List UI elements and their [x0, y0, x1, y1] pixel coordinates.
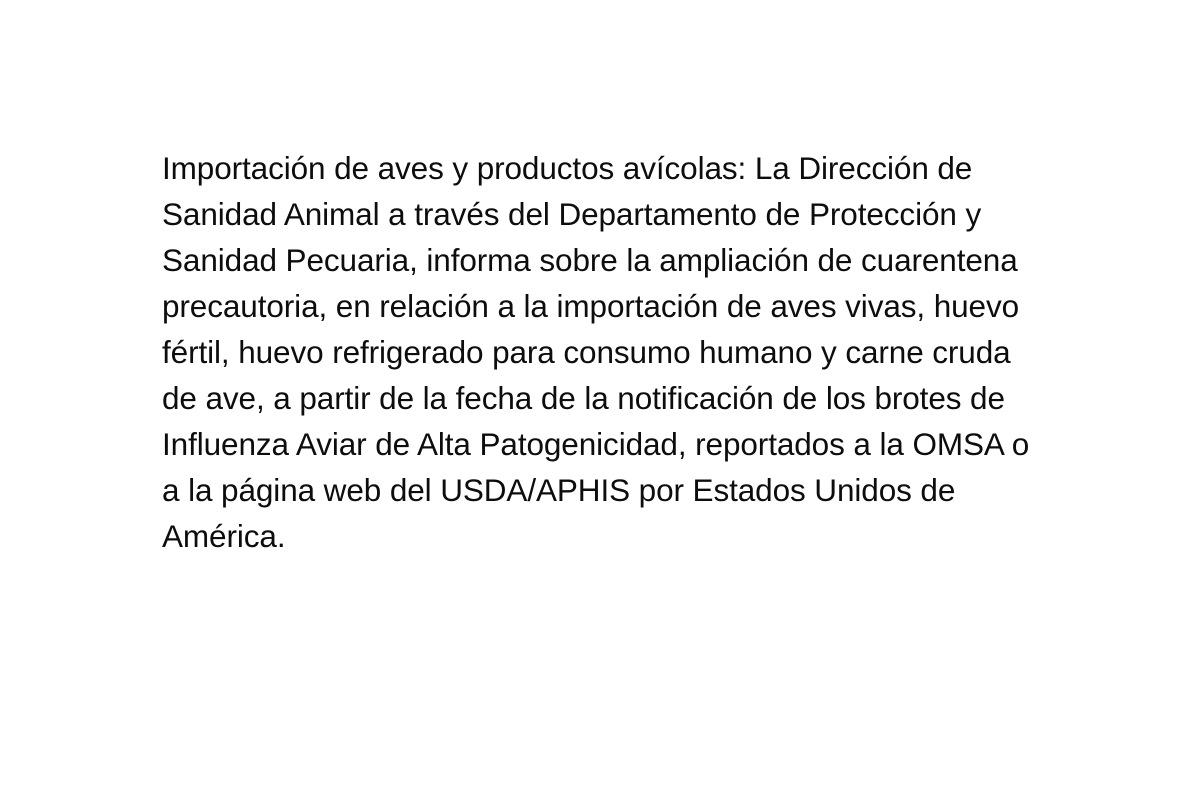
paragraph-body: Importación de aves y productos avícolas: La Dirección de Sanidad Animal a través del Departamento de Protección y Sanidad Pecuaria, informa sobre la ampliación de cuarentena precautoria, en relación a la importación de aves vivas, huevo fértil, huevo refrigerado para consumo humano y carne cruda de ave, a partir de la fecha de la notificación de los brotes de Influenza Aviar de Alta Patogenicidad, reportados a la OMSA o a la página web del USDA/APHIS por Estados Unidos de América. — [162, 150, 1038, 554]
text-block — [162, 145, 1047, 559]
